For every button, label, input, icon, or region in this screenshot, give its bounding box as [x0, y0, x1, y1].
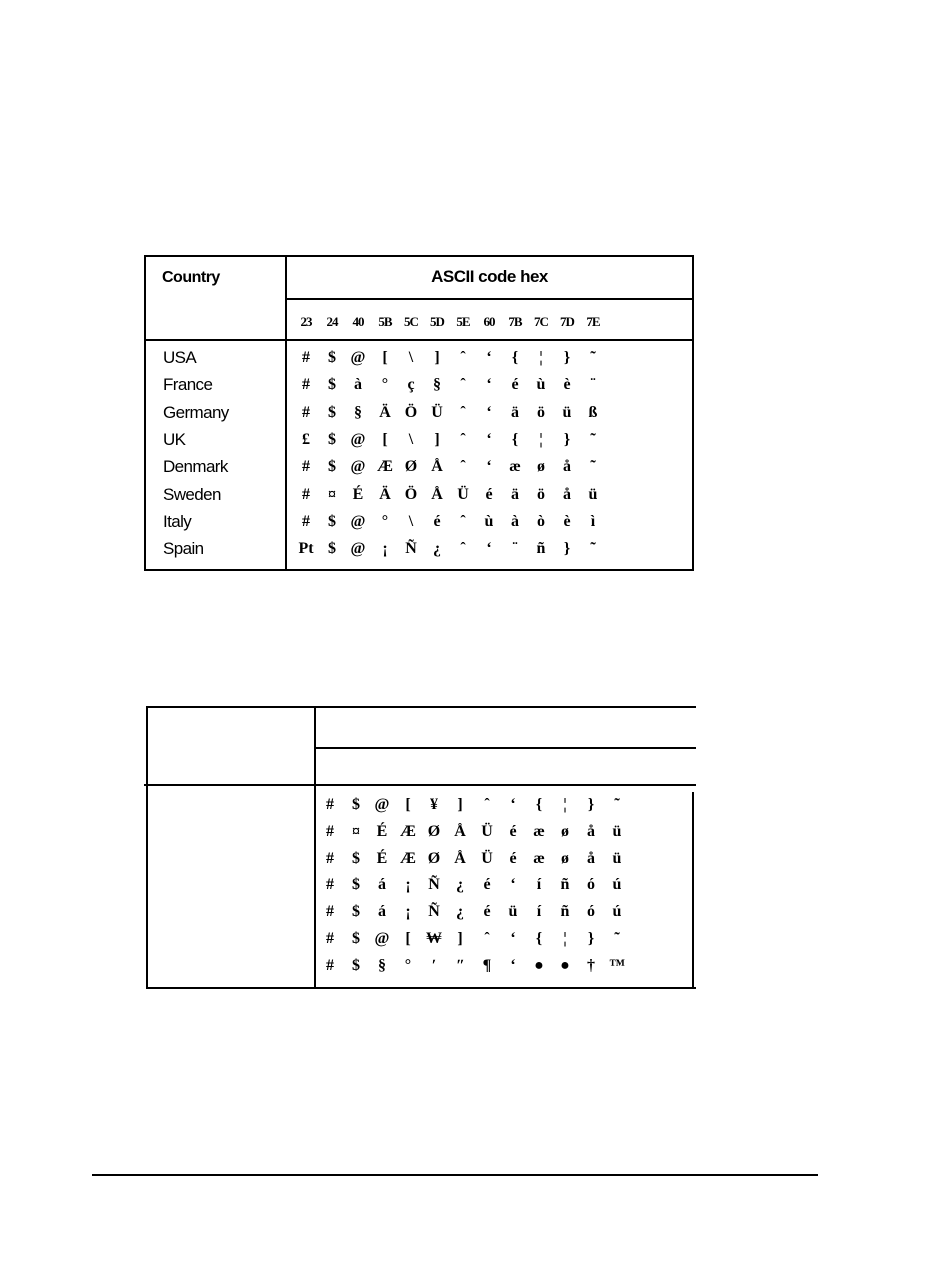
character-cell: ¨ — [512, 540, 518, 558]
character-cell: ö — [537, 485, 545, 503]
country-name: UK — [163, 429, 186, 449]
character-cell: å — [587, 822, 595, 840]
character-cell: ü — [588, 485, 598, 503]
character-cell: ¿ — [456, 903, 464, 921]
character-cell: æ — [533, 849, 545, 867]
character-cell: ● — [534, 956, 544, 974]
character-cell: ¨ — [590, 376, 596, 394]
character-cell: å — [587, 849, 595, 867]
character-cell: É — [376, 822, 388, 840]
character-cell: á — [378, 876, 386, 894]
table-bottom-border — [146, 987, 696, 989]
character-cell: Ä — [379, 485, 391, 503]
character-cell: } — [563, 349, 571, 366]
character-cell: ¦ — [563, 796, 567, 813]
character-cell: Ø — [427, 849, 441, 867]
table-row — [144, 929, 696, 956]
character-cell: $ — [352, 849, 360, 867]
character-cell: $ — [352, 796, 360, 813]
character-cell: # — [326, 903, 334, 921]
character-cell: ¶ — [482, 956, 492, 974]
character-cell: # — [326, 796, 334, 813]
character-cell: ʻ — [486, 430, 492, 448]
character-cell: ʻ — [510, 930, 516, 947]
character-cell: # — [326, 876, 334, 894]
character-cell: ˆ — [460, 458, 466, 476]
character-cell: è — [563, 512, 571, 530]
character-cell: å — [563, 458, 571, 476]
character-cell: ˆ — [460, 403, 466, 421]
character-cell: á — [378, 903, 386, 921]
character-cell: # — [302, 512, 310, 530]
second-charset-table — [144, 706, 696, 989]
hex-code: 5B — [378, 314, 392, 329]
character-cell: é — [509, 822, 517, 840]
character-cell: [ — [405, 930, 411, 947]
character-cell: Ø — [404, 458, 418, 476]
character-cell: $ — [328, 512, 336, 530]
table-row — [146, 430, 692, 457]
character-cell: @ — [350, 458, 366, 476]
character-cell: # — [326, 956, 334, 974]
character-cell: ° — [381, 376, 389, 394]
character-cell: ñ — [560, 876, 570, 894]
character-cell: ¦ — [539, 430, 543, 448]
country-name: Germany — [163, 402, 229, 422]
table-row — [144, 956, 696, 983]
character-cell: ò — [537, 512, 545, 530]
footer-rule — [92, 1174, 818, 1176]
column-divider — [314, 706, 316, 786]
character-cell: @ — [374, 796, 390, 813]
character-cell: } — [563, 430, 571, 448]
character-cell: ˜ — [614, 930, 620, 947]
hex-code: 7C — [534, 314, 548, 329]
character-cell: å — [563, 485, 571, 503]
character-cell: Ö — [404, 403, 418, 421]
character-cell: è — [563, 376, 571, 394]
character-cell: { — [511, 430, 519, 448]
character-cell: $ — [328, 458, 336, 476]
table-row — [146, 403, 692, 430]
table-row — [144, 795, 696, 822]
character-cell: ˜ — [590, 458, 596, 476]
character-cell: ø — [561, 822, 569, 840]
character-cell: ™ — [609, 956, 625, 974]
character-cell: ó — [587, 876, 595, 894]
character-cell: ʻ — [486, 458, 492, 476]
character-cell: é — [485, 485, 493, 503]
character-cell: $ — [328, 376, 336, 394]
character-cell: ] — [457, 930, 463, 947]
character-cell: $ — [352, 956, 360, 974]
character-cell: Ü — [431, 403, 443, 421]
character-cell: ¡ — [405, 903, 411, 921]
character-cell: \ — [408, 349, 414, 366]
character-cell: ° — [404, 956, 412, 974]
country-name: Denmark — [163, 457, 228, 477]
hex-code: 7B — [508, 314, 522, 329]
character-cell: # — [326, 822, 334, 840]
character-cell: Å — [454, 822, 466, 840]
country-name: France — [163, 375, 213, 395]
character-cell: ó — [587, 903, 595, 921]
character-cell: ˆ — [484, 930, 490, 947]
character-cell: { — [535, 796, 543, 813]
character-cell: ü — [612, 849, 622, 867]
character-cell: $ — [328, 430, 336, 448]
character-cell: ì — [590, 512, 596, 530]
character-cell: Pt — [298, 540, 314, 558]
table-row — [144, 902, 696, 929]
character-cell: ] — [434, 349, 440, 366]
character-cell: ● — [560, 956, 570, 974]
character-cell: ˆ — [484, 796, 490, 813]
character-cell: à — [511, 512, 519, 530]
character-cell: ¡ — [405, 876, 411, 894]
character-cell: [ — [382, 430, 388, 448]
character-cell: ü — [612, 822, 622, 840]
character-cell: ù — [536, 376, 546, 394]
table-top-border — [146, 706, 696, 708]
country-name: Sweden — [163, 484, 221, 504]
character-cell: é — [483, 903, 491, 921]
character-cell: ] — [434, 430, 440, 448]
character-cell: ʻ — [486, 376, 492, 394]
character-cell: [ — [405, 796, 411, 813]
character-cell: é — [511, 376, 519, 394]
hex-code: 24 — [326, 314, 338, 329]
character-cell: $ — [328, 403, 336, 421]
character-cell: @ — [350, 512, 366, 530]
character-cell: à — [354, 376, 362, 394]
character-cell: ˆ — [460, 512, 466, 530]
character-cell: é — [509, 849, 517, 867]
character-cell: í — [536, 903, 542, 921]
character-cell: # — [302, 349, 310, 366]
country-name: Italy — [163, 511, 192, 531]
table-row — [146, 539, 692, 566]
character-cell: { — [535, 930, 543, 947]
character-cell: Å — [431, 485, 443, 503]
character-cell: ʻ — [510, 796, 516, 813]
character-cell: Ñ — [428, 903, 440, 921]
character-cell: ñ — [560, 903, 570, 921]
character-cell: ñ — [536, 540, 546, 558]
character-cell: æ — [509, 458, 521, 476]
character-cell: ʻ — [510, 876, 516, 894]
character-cell: ˜ — [614, 796, 620, 813]
character-cell: @ — [350, 349, 366, 366]
character-cell: Ü — [481, 849, 493, 867]
character-cell: ₩ — [426, 930, 442, 947]
character-cell: \ — [408, 512, 414, 530]
country-name: Spain — [163, 539, 204, 559]
character-cell: # — [326, 849, 334, 867]
character-cell: # — [302, 458, 310, 476]
character-cell: { — [511, 349, 519, 366]
character-cell: ¦ — [563, 930, 567, 947]
table-row — [144, 875, 696, 902]
character-cell: ʺ — [456, 956, 464, 974]
hex-code: 7D — [560, 314, 574, 329]
character-cell: ø — [561, 849, 569, 867]
character-cell: É — [352, 485, 364, 503]
table-row — [146, 457, 692, 484]
character-cell: } — [587, 796, 595, 813]
character-cell: Ü — [457, 485, 469, 503]
character-cell: § — [354, 403, 362, 421]
table-row — [144, 822, 696, 849]
character-cell: é — [433, 512, 441, 530]
character-cell: @ — [374, 930, 390, 947]
character-cell: ú — [612, 903, 622, 921]
header-divider — [287, 298, 692, 300]
header-divider — [316, 747, 696, 749]
character-cell: ˆ — [460, 430, 466, 448]
header-bottom-divider — [144, 784, 696, 786]
character-cell: Æ — [377, 458, 393, 476]
country-column-header: Country — [162, 269, 220, 286]
character-cell: ʻ — [486, 349, 492, 366]
character-cell: ¿ — [456, 876, 464, 894]
character-cell: ä — [511, 485, 519, 503]
character-cell: # — [326, 930, 334, 947]
character-cell: [ — [382, 349, 388, 366]
table-row — [146, 375, 692, 402]
character-cell: Ö — [404, 485, 418, 503]
hex-code: 7E — [586, 314, 600, 329]
character-cell: ¤ — [328, 485, 336, 503]
character-cell: } — [563, 540, 571, 558]
character-cell: ø — [537, 458, 545, 476]
character-cell: ú — [612, 876, 622, 894]
character-cell: @ — [350, 540, 366, 558]
character-cell: æ — [533, 822, 545, 840]
character-cell: ü — [508, 903, 518, 921]
character-cell: ʻ — [486, 540, 492, 558]
character-cell: $ — [352, 930, 360, 947]
character-cell: ù — [484, 512, 494, 530]
character-cell: # — [302, 485, 310, 503]
hex-code: 40 — [352, 314, 364, 329]
header-bottom-divider — [146, 339, 692, 341]
character-cell: ü — [562, 403, 572, 421]
character-cell: ˆ — [460, 376, 466, 394]
character-cell: # — [302, 403, 310, 421]
table-row — [144, 849, 696, 876]
character-cell: ° — [381, 512, 389, 530]
character-cell: é — [483, 876, 491, 894]
character-cell: ] — [457, 796, 463, 813]
character-cell: Æ — [400, 822, 416, 840]
character-cell: $ — [352, 903, 360, 921]
character-cell: ʻ — [486, 403, 492, 421]
character-cell: ß — [588, 403, 598, 421]
hex-code: 5E — [456, 314, 470, 329]
character-cell: ˜ — [590, 540, 596, 558]
table-row — [146, 512, 692, 539]
character-cell: ʹ — [431, 956, 437, 974]
character-cell: § — [378, 956, 386, 974]
international-charset-table — [144, 255, 694, 571]
character-cell: Ñ — [428, 876, 440, 894]
character-cell: £ — [302, 430, 310, 448]
character-cell: ¦ — [539, 349, 543, 366]
country-name: USA — [163, 348, 197, 367]
character-cell: í — [536, 876, 542, 894]
character-cell: ¤ — [352, 822, 360, 840]
character-cell: Ø — [427, 822, 441, 840]
character-cell: ö — [537, 403, 545, 421]
character-cell: @ — [350, 430, 366, 448]
character-cell: ˜ — [590, 349, 596, 366]
character-cell: É — [376, 849, 388, 867]
character-cell: \ — [408, 430, 414, 448]
character-cell: } — [587, 930, 595, 947]
character-cell: Æ — [400, 849, 416, 867]
character-cell: ¥ — [430, 796, 438, 813]
character-cell: ç — [407, 376, 415, 394]
hex-code: 5C — [404, 314, 418, 329]
character-cell: ä — [511, 403, 519, 421]
character-cell: Å — [431, 458, 443, 476]
character-cell: Å — [454, 849, 466, 867]
character-cell: Ä — [379, 403, 391, 421]
character-cell: $ — [328, 540, 336, 558]
character-cell: $ — [352, 876, 360, 894]
character-cell: ˆ — [460, 540, 466, 558]
character-cell: ˜ — [590, 430, 596, 448]
character-cell: ¡ — [382, 540, 388, 558]
character-cell: ¿ — [433, 540, 441, 558]
character-cell: § — [433, 376, 441, 394]
hex-code: 60 — [483, 314, 495, 329]
table-row — [146, 485, 692, 512]
table-row — [146, 348, 692, 375]
character-cell: ˆ — [460, 349, 466, 366]
hex-code: 23 — [300, 314, 312, 329]
character-cell: Ñ — [405, 540, 417, 558]
character-cell: ʻ — [510, 956, 516, 974]
character-cell: Ü — [481, 822, 493, 840]
character-cell: # — [302, 376, 310, 394]
ascii-code-header: ASCII code hex — [431, 267, 548, 286]
character-cell: † — [587, 956, 595, 974]
character-cell: $ — [328, 349, 336, 366]
hex-code: 5D — [430, 314, 444, 329]
